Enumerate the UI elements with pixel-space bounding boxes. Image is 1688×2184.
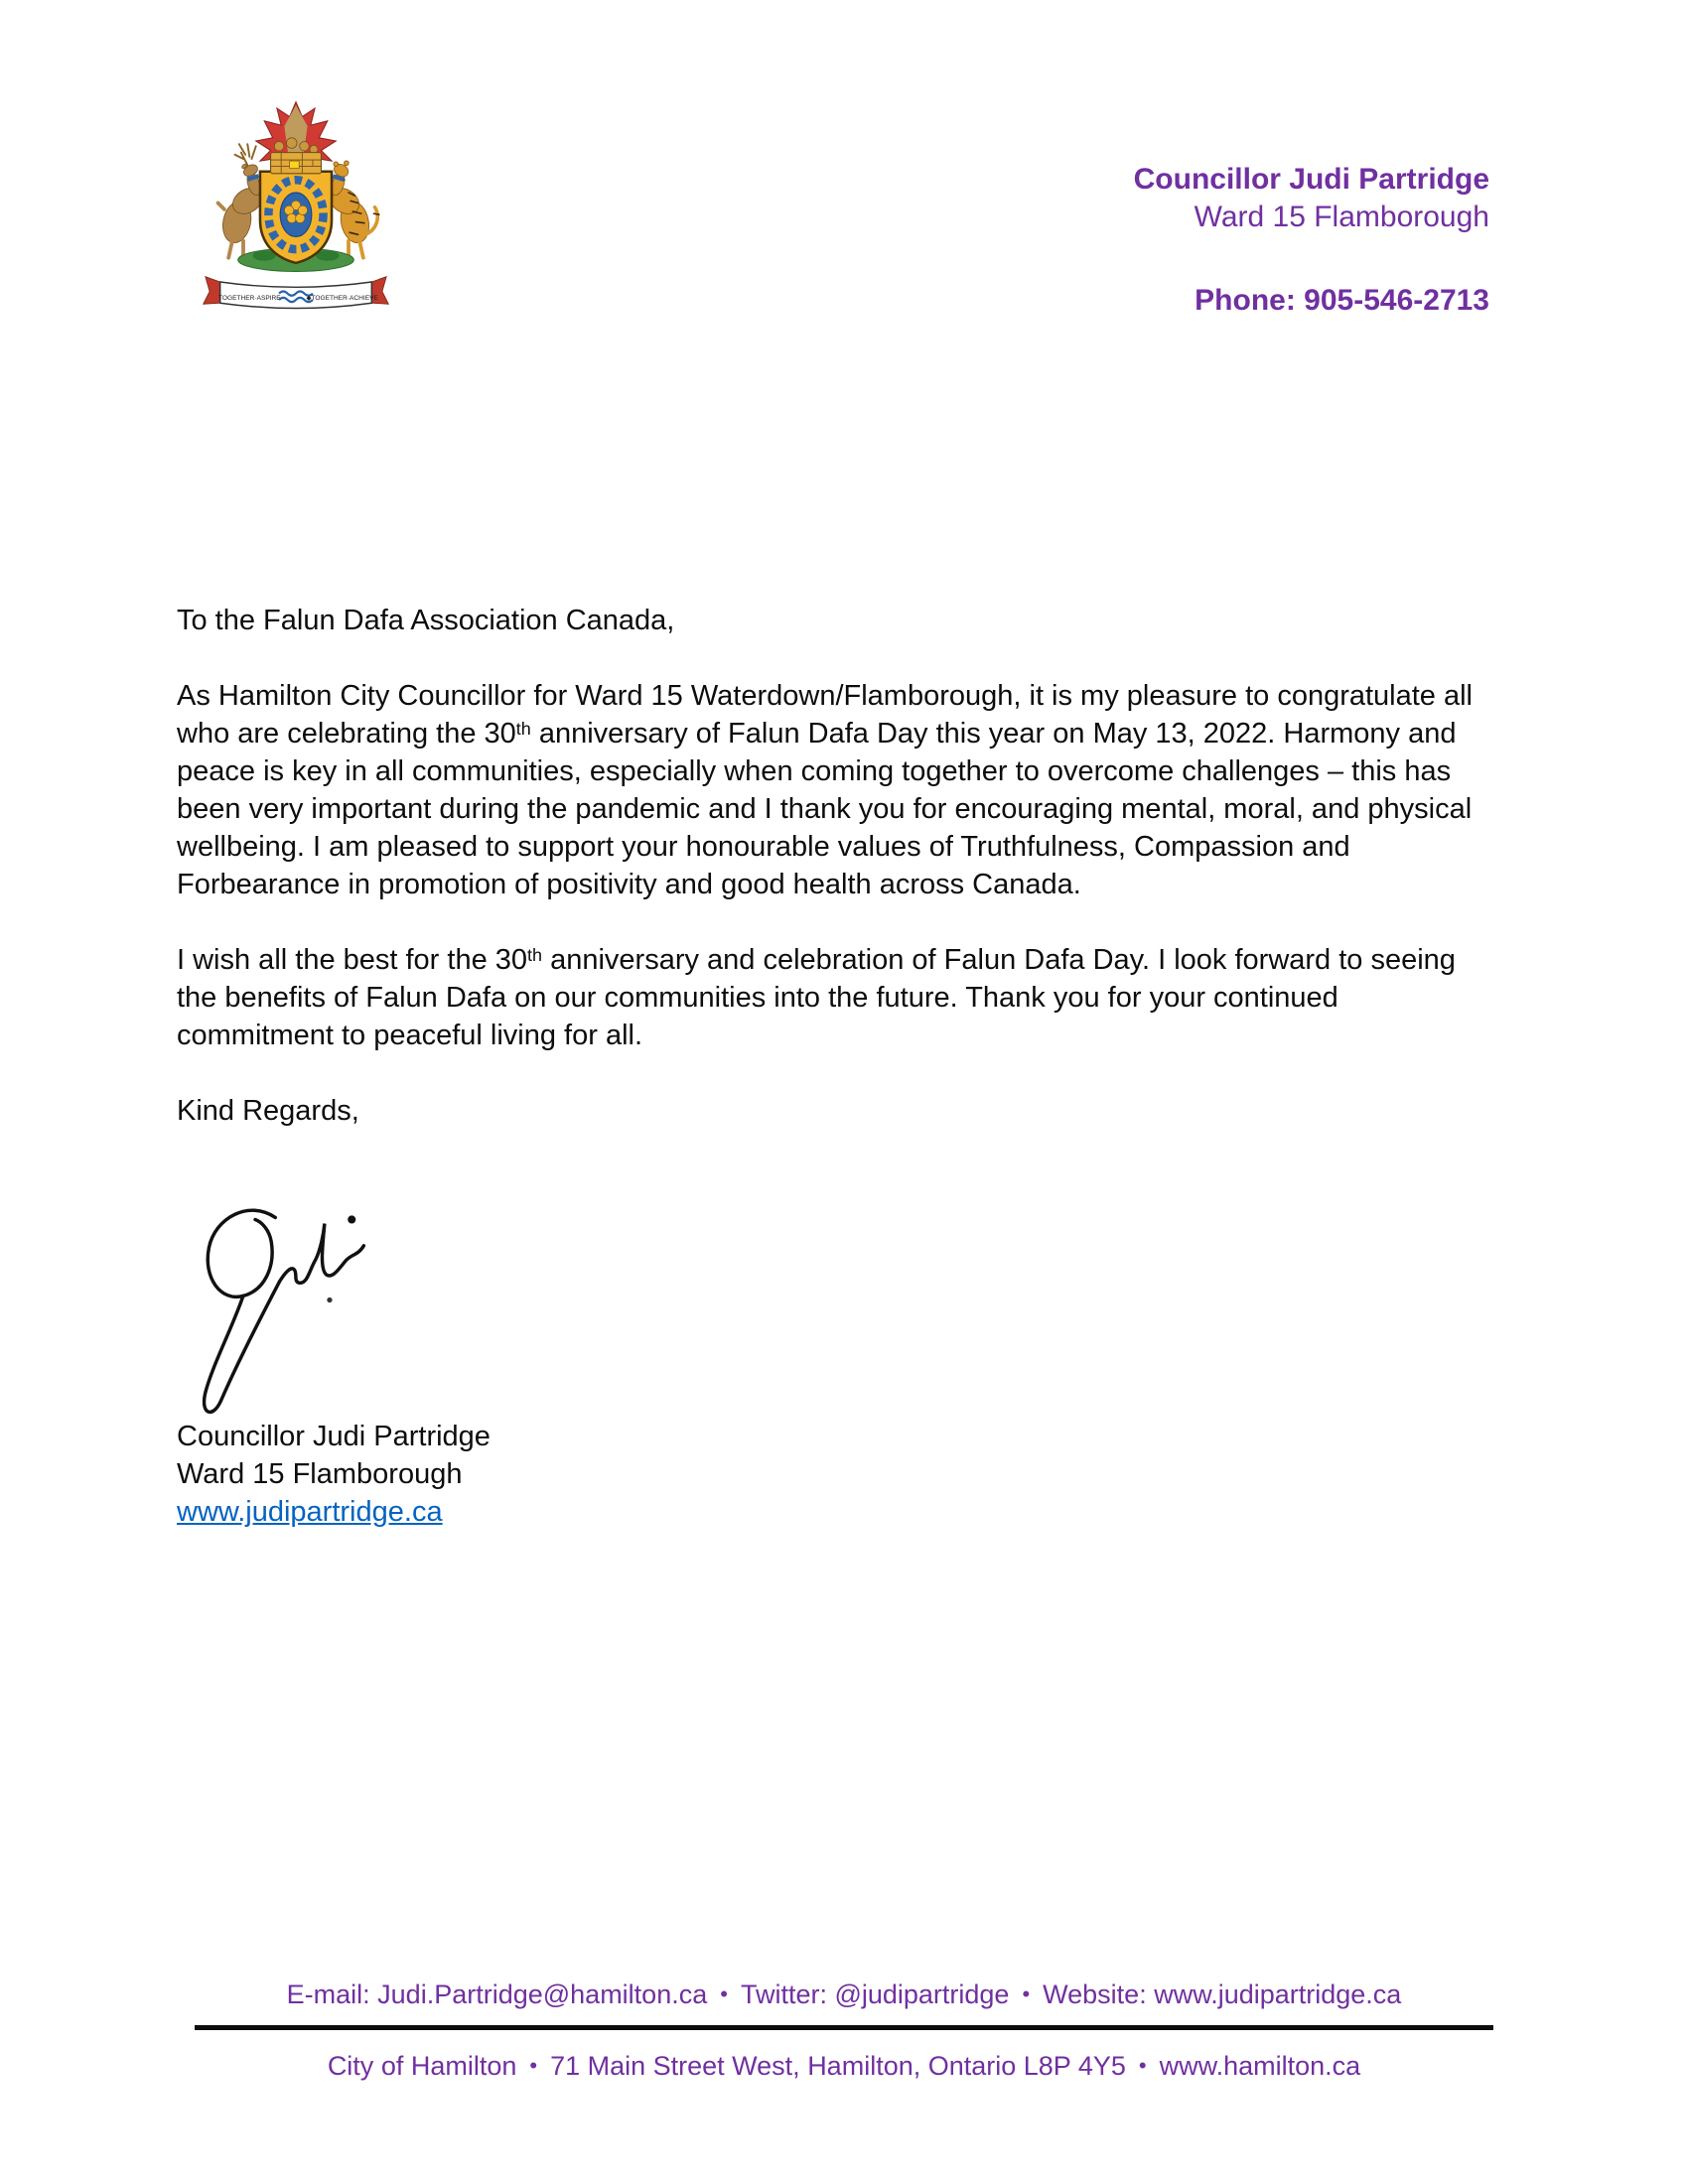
shield-icon — [260, 172, 332, 263]
website-link[interactable]: www.judipartridge.ca — [177, 1496, 443, 1528]
footer-website: Website: www.judipartridge.ca — [1043, 1979, 1402, 2009]
footer-email: E-mail: Judi.Partridge@hamilton.ca — [286, 1979, 708, 2009]
footer-divider — [195, 2025, 1493, 2030]
paragraph-2: I wish all the best for the 30th anniversary and celebration of Falun Dafa Day. I look forward to seeing the benefits of Falun Dafa on our communities into the future. Thank you for your continued commitment to peaceful living for all. — [177, 944, 1456, 1051]
signoff-block — [177, 1418, 491, 1531]
salutation: To the Falun Dafa Association Canada, — [177, 605, 675, 636]
signature-period-dot — [327, 1297, 332, 1302]
signoff-ward: Ward 15 Flamborough — [177, 1458, 463, 1490]
bullet-separator: • — [1022, 1981, 1031, 2006]
bullet-separator: • — [529, 2053, 538, 2078]
councillor-name: Councillor Judi Partridge — [1133, 163, 1489, 196]
phone-number: Phone: 905-546-2713 — [1195, 284, 1489, 317]
footer-org: City of Hamilton — [327, 2051, 517, 2081]
crest-motto-left: TOGETHER·ASPIRE — [218, 295, 281, 303]
ward-label: Ward 15 Flamborough — [1194, 201, 1489, 233]
footer-twitter: Twitter: @judipartridge — [740, 1979, 1010, 2009]
motto-ribbon-icon — [204, 277, 389, 309]
contact-header — [1134, 161, 1489, 320]
bullet-separator: • — [1138, 2053, 1147, 2078]
letter-body — [177, 602, 1473, 1130]
paragraph-1: As Hamilton City Councillor for Ward 15 Waterdown/Flamborough, it is my pleasure to congratulate all who are celebrating the 30th anniversary of Falun Dafa Day this year on May 13, 2022. Harmony and peace is key in all communities, especially when coming together to overcome challenges – this has been very important during the pandemic and I thank you for encouraging mental, moral, and physical wellbeing. I am pleased to support your honourable values of Truthfulness, Compassion and Forbearance in promotion of positivity and good health across Canada. — [177, 680, 1473, 900]
footer-address: 71 Main Street West, Hamilton, Ontario L8P 4Y5 — [550, 2051, 1126, 2081]
signature-stroke — [205, 1210, 364, 1412]
footer-address-line — [0, 2051, 1688, 2082]
signoff-name: Councillor Judi Partridge — [177, 1421, 491, 1452]
crest-motto-right: ◆TOGETHER·ACHIEVE — [306, 295, 378, 303]
footer-contact-line — [0, 1979, 1688, 2010]
signature-i-dot — [348, 1215, 355, 1223]
closing: Kind Regards, — [177, 1095, 359, 1127]
hamilton-crest — [191, 93, 401, 330]
signature — [181, 1181, 407, 1418]
footer-city-site: www.hamilton.ca — [1159, 2051, 1361, 2081]
bullet-separator: • — [720, 1981, 728, 2006]
